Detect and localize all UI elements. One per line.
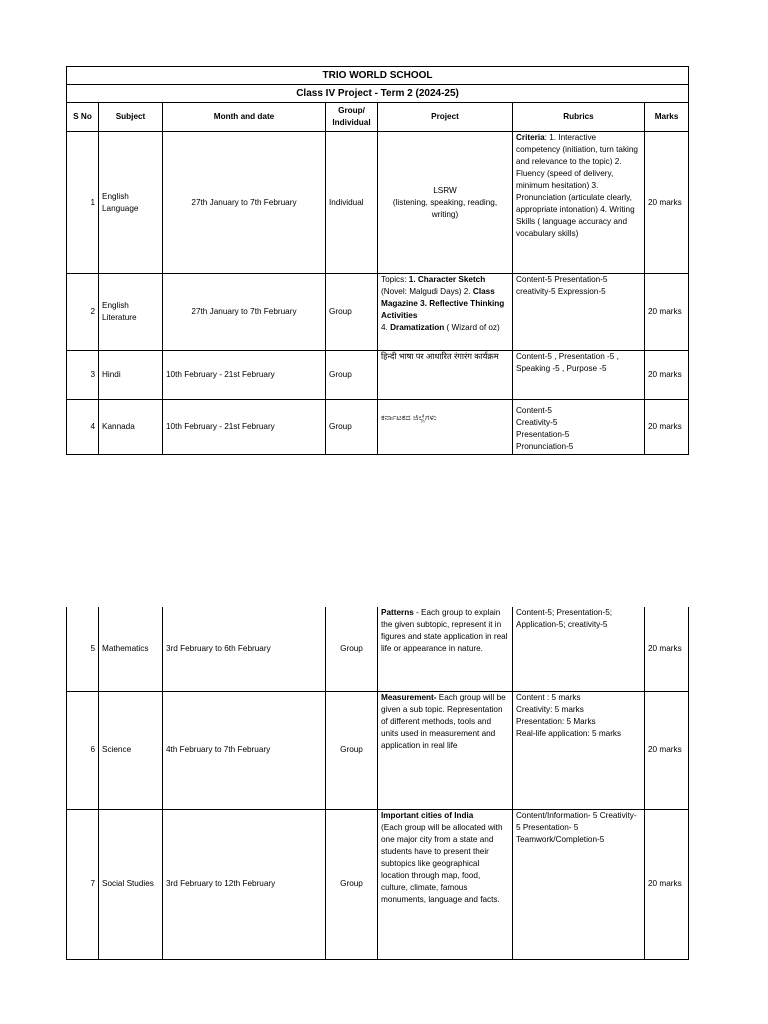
row-project xyxy=(378,691,513,809)
row-subject: Science xyxy=(99,691,163,809)
row-subject: Kannada xyxy=(99,400,163,455)
project-title: LSRW xyxy=(433,185,457,195)
row-sno: 6 xyxy=(67,691,99,809)
school-name-row xyxy=(67,67,689,85)
table-row xyxy=(67,351,689,400)
header-marks: Marks xyxy=(645,103,689,132)
document-subtitle: Class IV Project - Term 2 (2024-25) xyxy=(67,85,689,103)
row-marks: 20 marks xyxy=(645,351,689,400)
table-row xyxy=(67,809,689,959)
table-row xyxy=(67,274,689,351)
row-sno: 3 xyxy=(67,351,99,400)
project-text: 4. xyxy=(381,323,391,332)
header-subject: Subject xyxy=(99,103,163,132)
rubric-line: Real-life application: 5 marks xyxy=(516,728,622,738)
row-project xyxy=(378,809,513,959)
header-row xyxy=(67,103,689,132)
row-marks: 20 marks xyxy=(645,274,689,351)
table-row xyxy=(67,400,689,455)
row-rubrics xyxy=(513,132,645,274)
row-project xyxy=(378,132,513,274)
row-rubrics xyxy=(513,400,645,455)
rubric-line: Presentation-5 xyxy=(516,430,570,439)
row-marks: 20 marks xyxy=(645,607,689,691)
rubrics-label: Criteria xyxy=(516,133,545,142)
header-rubrics: Rubrics xyxy=(513,103,645,132)
row-group: Group xyxy=(326,400,378,455)
row-group: Group xyxy=(326,809,378,959)
project-text: (Each group will be allocated with one major city from a state and students have to present their subtopics like geographical location through map, food, culture, climate, famous monuments, language and facts. xyxy=(381,822,503,904)
row-subject: Mathematics xyxy=(99,607,163,691)
project-detail: (listening, speaking, reading, writing) xyxy=(392,197,498,219)
row-rubrics: Content-5 , Presentation -5 , Speaking -5 , Purpose -5 xyxy=(513,351,645,400)
header-sno: S No xyxy=(67,103,99,132)
row-sno: 1 xyxy=(67,132,99,274)
project-text: ( Wizard of oz) xyxy=(444,323,500,332)
row-marks: 20 marks xyxy=(645,400,689,455)
project-text: - Each group to explain the given subtopic, represent it in figures and state application in real life or appearance in nature. xyxy=(381,608,508,653)
header-project: Project xyxy=(378,103,513,132)
project-topic: Measurement- xyxy=(381,692,437,702)
row-dates: 3rd February to 6th February xyxy=(163,607,326,691)
project-table-part2 xyxy=(66,607,689,960)
row-rubrics: Content/Information- 5 Creativity-5 Presentation- 5 Teamwork/Completion-5 xyxy=(513,809,645,959)
rubric-line: Creativity: 5 marks xyxy=(516,704,584,714)
row-group: Group xyxy=(326,351,378,400)
row-group: Individual xyxy=(326,132,378,274)
project-topic: 1. Character Sketch xyxy=(408,275,486,284)
rubric-line: Pronunciation-5 xyxy=(516,442,574,451)
row-dates: 10th February - 21st February xyxy=(163,400,326,455)
project-text: Topics: xyxy=(381,275,409,284)
row-dates: 3rd February to 12th February xyxy=(163,809,326,959)
rubric-line: Presentation: 5 Marks xyxy=(516,716,596,726)
table-row xyxy=(67,691,689,809)
row-project xyxy=(378,274,513,351)
rubric-line: Content-5 xyxy=(516,406,552,415)
row-subject: English Literature xyxy=(99,274,163,351)
rubrics-text: : 1. Interactive competency (initiation, turn taking and relevance to the topic) 2. Fluency (speed of delivery, minimum hesitation) 3. Pronunciation (articulate clearly, appropriate intonation) 4. Writing Skills ( language accuracy and vocabulary skills) xyxy=(516,133,638,238)
row-sno: 5 xyxy=(67,607,99,691)
header-group-line2: Individual xyxy=(332,118,371,127)
rubric-line: Content : 5 marks xyxy=(516,692,581,702)
row-subject: Hindi xyxy=(99,351,163,400)
header-month: Month and date xyxy=(163,103,326,132)
row-marks: 20 marks xyxy=(645,809,689,959)
row-dates: 27th January to 7th February xyxy=(163,132,326,274)
row-sno: 2 xyxy=(67,274,99,351)
row-group: Group xyxy=(326,691,378,809)
row-subject: Social Studies xyxy=(99,809,163,959)
row-rubrics: Content-5 Presentation-5 creativity-5 Expression-5 xyxy=(513,274,645,351)
project-text: (Novel: Malgudi Days) 2. xyxy=(381,287,473,296)
project-topic: Important cities of India xyxy=(381,810,474,820)
row-group: Group xyxy=(326,607,378,691)
row-rubrics xyxy=(513,691,645,809)
rubric-line: Creativity-5 xyxy=(516,418,558,427)
row-sno: 7 xyxy=(67,809,99,959)
table-row xyxy=(67,132,689,274)
table-row xyxy=(67,607,689,691)
header-group xyxy=(326,103,378,132)
row-marks: 20 marks xyxy=(645,132,689,274)
row-group: Group xyxy=(326,274,378,351)
row-project: हिन्दी भाषा पर आधारित रंगारंग कार्यक्रम xyxy=(378,351,513,400)
project-topic: Class Magazine 3. Reflective Thinking Activities xyxy=(381,287,505,320)
row-marks: 20 marks xyxy=(645,691,689,809)
project-text: Each group will be given a sub topic. Representation of different methods, tools and units used in measurement and application in real life xyxy=(381,692,506,750)
row-project: ಕರ್ನಾಟಕದ ಜಿಲ್ಲೆಗಳು xyxy=(378,400,513,455)
project-topic: Dramatization xyxy=(390,323,445,332)
row-dates: 10th February - 21st February xyxy=(163,351,326,400)
row-project xyxy=(378,607,513,691)
subtitle-row xyxy=(67,85,689,103)
project-table-part1 xyxy=(66,66,689,455)
header-group-line1: Group/ xyxy=(338,106,365,115)
row-subject: English Language xyxy=(99,132,163,274)
school-name: TRIO WORLD SCHOOL xyxy=(67,67,689,85)
row-rubrics: Content-5; Presentation-5; Application-5; creativity-5 xyxy=(513,607,645,691)
row-dates: 27th January to 7th February xyxy=(163,274,326,351)
row-dates: 4th February to 7th February xyxy=(163,691,326,809)
row-sno: 4 xyxy=(67,400,99,455)
project-topic: Patterns xyxy=(381,608,414,617)
